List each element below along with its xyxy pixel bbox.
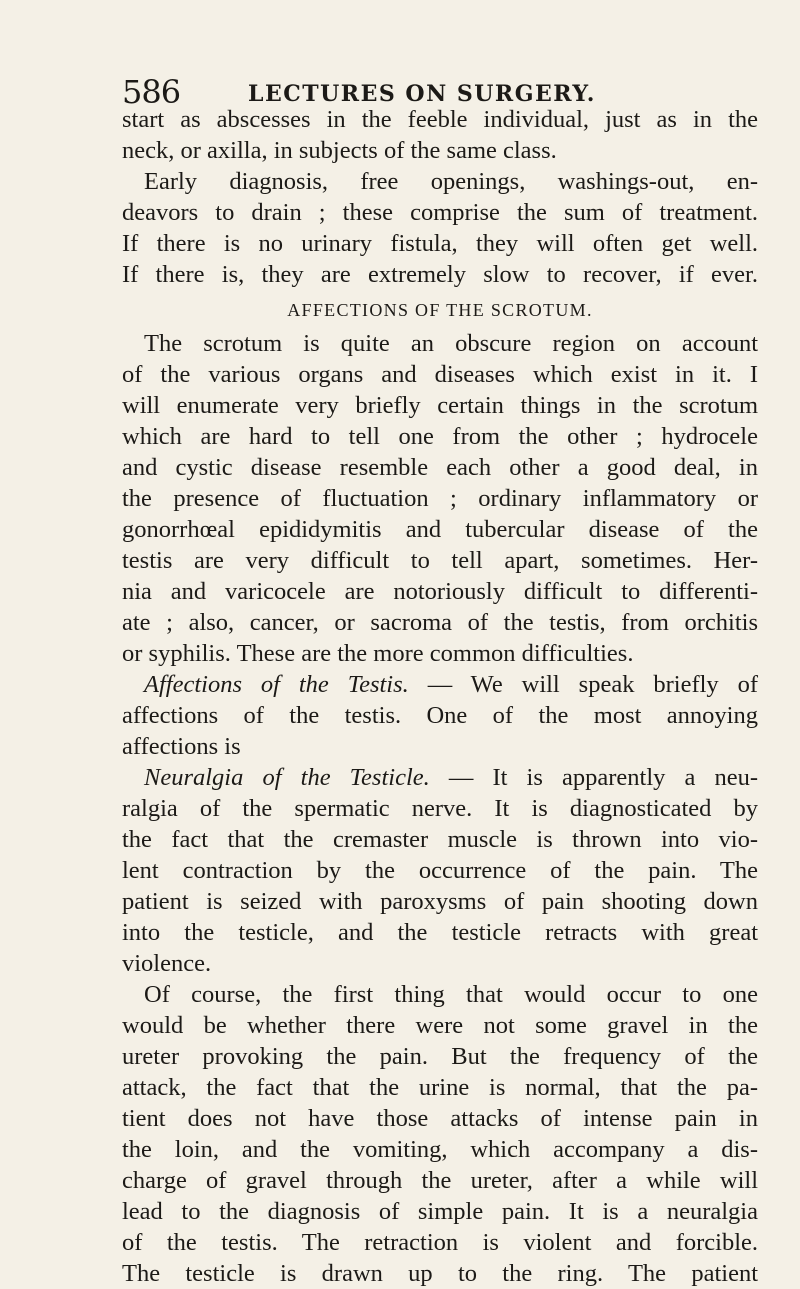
text-line: ralgia of the spermatic nerve. It is diagnosticated by xyxy=(122,795,758,822)
text-line: lent contraction by the occurrence of the pain. The xyxy=(122,857,758,884)
text-line xyxy=(122,669,758,700)
text-line: testis are very difficult to tell apart, sometimes. Her- xyxy=(122,547,758,574)
text-line: into the testicle, and the testicle retracts with great xyxy=(122,919,758,946)
text-run: — It is apparently a neu- xyxy=(429,764,758,791)
text-line: patient is seized with paroxysms of pain shooting down xyxy=(122,888,758,915)
section-heading: AFFECTIONS OF THE SCROTUM. xyxy=(287,300,593,320)
text-line: affections of the testis. One of the most annoying xyxy=(122,702,758,729)
text-line: neck, or axilla, in subjects of the same class. xyxy=(122,137,557,164)
text-line: lead to the diagnosis of simple pain. It is a neuralgia xyxy=(122,1198,758,1225)
text-line: ureter provoking the pain. But the frequency of the xyxy=(122,1043,758,1070)
text-line: of the various organs and diseases which exist in it. I xyxy=(122,361,758,388)
text-line xyxy=(122,762,758,793)
text-line: deavors to drain ; these comprise the sum of treatment. xyxy=(122,199,758,226)
subsection-title: Affections of the Testis. xyxy=(144,671,409,698)
running-head: LECTURES ON SURGERY. xyxy=(248,81,596,107)
text-line: affections is xyxy=(122,733,241,760)
text-line: nia and varicocele are notoriously difficult to differenti- xyxy=(122,578,758,605)
text-line: charge of gravel through the ureter, after a while will xyxy=(122,1167,758,1194)
text-line: would be whether there were not some gravel in the xyxy=(122,1012,758,1039)
text-line: or syphilis. These are the more common difficulties. xyxy=(122,640,634,667)
text-line: The scrotum is quite an obscure region on account xyxy=(144,330,758,357)
text-line: will enumerate very briefly certain things in the scrotum xyxy=(122,392,758,419)
text-run: — We will speak briefly of xyxy=(408,671,758,698)
text-line: of the testis. The retraction is violent and forcible. xyxy=(122,1229,758,1256)
text-line: start as abscesses in the feeble individual, just as in the xyxy=(122,106,758,133)
text-line: ate ; also, cancer, or sacroma of the testis, from orchitis xyxy=(122,609,758,636)
text-line: the loin, and the vomiting, which accompany a dis- xyxy=(122,1136,758,1163)
text-line: attack, the fact that the urine is normal, that the pa- xyxy=(122,1074,758,1101)
text-line: gonorrhœal epididymitis and tubercular disease of the xyxy=(122,516,758,543)
text-line: the fact that the cremaster muscle is thrown into vio- xyxy=(122,826,758,853)
text-line: Of course, the first thing that would occur to one xyxy=(144,981,758,1008)
text-line: and cystic disease resemble each other a good deal, in xyxy=(122,454,758,481)
text-line: If there is, they are extremely slow to recover, if ever. xyxy=(122,261,758,288)
subsection-title: Neuralgia of the Testicle. xyxy=(144,764,430,791)
text-line: which are hard to tell one from the other ; hydrocele xyxy=(122,423,758,450)
page-number: 586 xyxy=(122,73,181,111)
text-line: violence. xyxy=(122,950,212,977)
text-line: The testicle is drawn up to the ring. The patient xyxy=(122,1260,758,1287)
body-text xyxy=(122,104,758,1289)
text-line: tient does not have those attacks of intense pain in xyxy=(122,1105,758,1132)
text-line: the presence of fluctuation ; ordinary inflammatory or xyxy=(122,485,758,512)
text-line: Early diagnosis, free openings, washings-out, en- xyxy=(144,168,758,195)
text-line: If there is no urinary fistula, they will often get well. xyxy=(122,230,758,257)
